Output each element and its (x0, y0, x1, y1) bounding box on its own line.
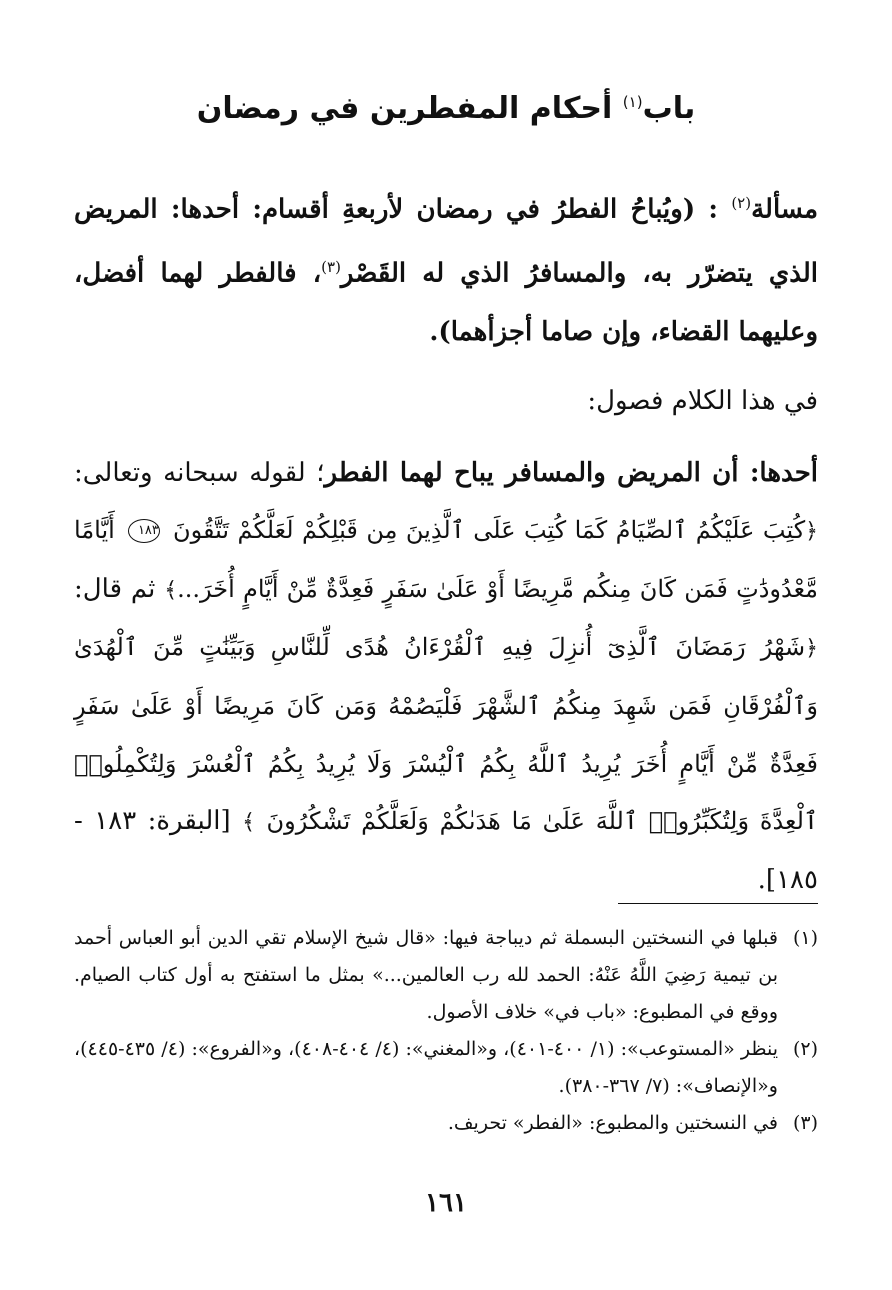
section-lead: أحدها: أن المريض والمسافر يباح لهما الفطر (324, 457, 819, 488)
section-lead-rest: ؛ لقوله سبحانه وتعالى: (74, 457, 325, 488)
verse-number-183: ١٨٣ (128, 519, 160, 543)
rule-footnote-ref-2: (٣) (321, 258, 341, 277)
quran-open-bracket: ﴿ (805, 519, 819, 545)
rule-footnote-ref: (٢) (731, 194, 752, 212)
footnotes (74, 920, 818, 1142)
intro-paragraph: في هذا الكلام فصول: (587, 386, 818, 417)
quran-open-bracket-2: ﴿ (805, 636, 818, 662)
footnote-text: قبلها في النسختين البسملة ثم ديباجة فيها: «قال شيخ الإسلام تقي الدين أبو العباس أحمد بن تيمية رَضِيَ اللَّهُ عَنْهُ: الحمد لله رب العالمين...» بمثل ما استفتح به أول كتاب الصيام. ووقع في المطبوع: «باب في» خلاف الأصول. (74, 927, 778, 1023)
footnote (74, 1031, 818, 1105)
main-text (74, 175, 818, 909)
page-number: ١٦١ (425, 1188, 467, 1218)
section-paragraph (74, 445, 818, 910)
title-text: أحكام المفطرين في رمضان (196, 91, 623, 126)
footnote-text: ينظر «المستوعب»: (١/ ٤٠٠-٤٠١)، و«المغني»: (٤/ ٤٠٤-٤٠٨)، و«الفروع»: (٤/ ٤٣٥-٤٤٥)، و«الإنصاف»: (٧/ ٣٦٧-٣٨٠). (74, 1038, 778, 1097)
citation: [البقرة: ١٨٣ - ١٨٥]. (74, 806, 818, 895)
chapter-title (0, 72, 892, 139)
footnote-text: في النسختين والمطبوع: «الفطر» تحريف. (447, 1112, 778, 1134)
rule-label: مسألة (751, 194, 818, 225)
quran-close-bracket: ﴾ (164, 577, 178, 603)
title-word: باب (642, 91, 696, 126)
rule-paragraph (74, 175, 818, 361)
then-said: ثم قال: (74, 573, 165, 604)
footnote-number: (٢) (792, 1038, 818, 1060)
verse-183: كُتِبَ عَلَيْكُمُ ٱلصِّيَامُ كَمَا كُتِبَ عَلَى ٱلَّذِينَ مِن قَبْلِكُمْ لَعَلَّكُمْ تَتَّقُونَ (172, 516, 806, 545)
footnote-separator (618, 903, 818, 904)
footnote (74, 1105, 818, 1142)
rule-text-b: ، فالفطر لهما أفضل، وعليهما القضاء، وإن صاما أجزأهما). (74, 258, 818, 347)
rule-text-a: : (ويُباحُ الفطرُ في رمضان لأربعةِ أقسام: أحدها: المريض الذي يتضرّر به، والمسافرُ الذي له القَصْر (74, 194, 818, 289)
title-footnote-ref: (١) (622, 93, 643, 111)
footnote-number: (٣) (792, 1112, 818, 1134)
footnote-number: (١) (792, 927, 818, 949)
verse-184: أَيَّامًا مَّعْدُودَٰتٍ فَمَن كَانَ مِنكُم مَّرِيضًا أَوْ عَلَىٰ سَفَرٍ فَعِدَّةٌ مِّنْ أَيَّامٍ أُخَرَ... (74, 516, 819, 603)
quran-close-bracket-2: ﴾ (242, 810, 256, 836)
footnote (74, 920, 818, 1031)
verse-185: شَهْرُ رَمَضَانَ ٱلَّذِىٓ أُنزِلَ فِيهِ ٱلْقُرْءَانُ هُدًى لِّلنَّاسِ وَبَيِّنَٰتٍ مِّنَ ٱلْهُدَىٰ وَٱلْفُرْقَانِ فَمَن شَهِدَ مِنكُمُ ٱلشَّهْرَ فَلْيَصُمْهُ وَمَن كَانَ مَرِيضًا أَوْ عَلَىٰ سَفَرٍ فَعِدَّةٌ مِّنْ أَيَّامٍ أُخَرَ يُرِيدُ ٱللَّهُ بِكُمُ ٱلْيُسْرَ وَلَا يُرِيدُ بِكُمُ ٱلْعُسْرَ وَلِتُكْمِلُوا۟ ٱلْعِدَّةَ وَلِتُكَبِّرُوا۟ ٱللَّهَ عَلَىٰ مَا هَدَىٰكُمْ وَلَعَلَّكُمْ تَشْكُرُونَ (74, 633, 819, 836)
